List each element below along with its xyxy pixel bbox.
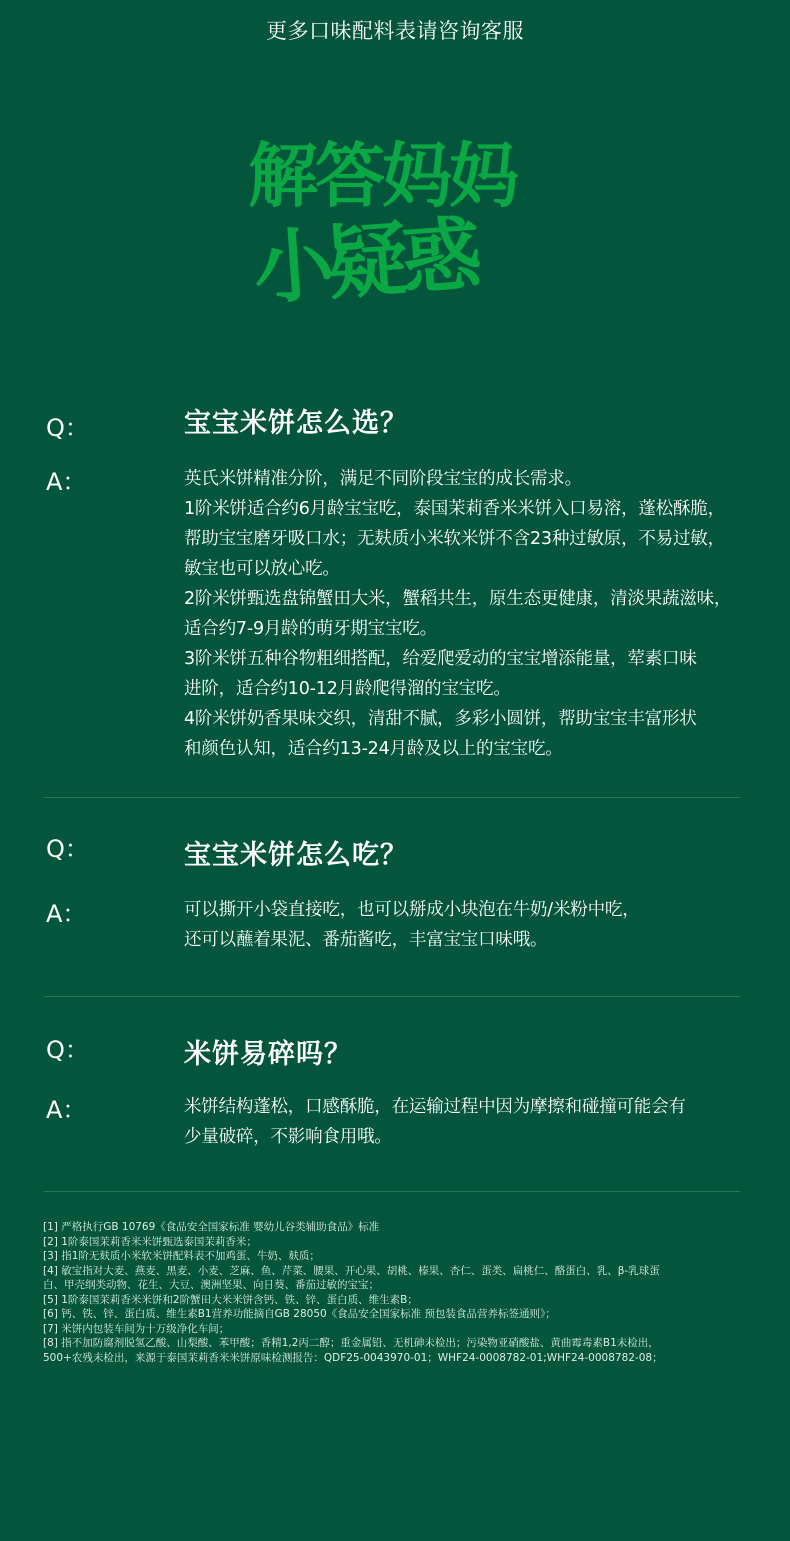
- question-label: Q：: [46, 414, 89, 442]
- section-divider: [44, 797, 740, 798]
- footnotes: [43, 1220, 743, 1365]
- answer-text: [184, 464, 774, 764]
- answer-line: 敏宝也可以放心吃。: [184, 559, 340, 579]
- footnote: 500+农残未检出，来源于泰国茉莉香米米饼原味检测报告：QDF25-0043970-01；WHF24-0008782-01;WHF24-0008782-08；: [43, 1351, 663, 1364]
- answer-line: 进阶，适合约10-12月龄爬得溜的宝宝吃。: [184, 679, 511, 699]
- question-text: 宝宝米饼怎么吃？: [184, 840, 408, 871]
- question-label: Q：: [46, 1036, 89, 1064]
- answer-line: 帮助宝宝磨牙吸口水；无麸质小米软米饼不含23种过敏原，不易过敏，: [184, 529, 725, 549]
- question-label: Q：: [46, 835, 89, 863]
- question-text: 米饼易碎吗？: [184, 1039, 352, 1070]
- answer-line: 适合约7-9月龄的萌牙期宝宝吃。: [184, 619, 437, 639]
- answer-line: 1阶米饼适合约6月龄宝宝吃，泰国茉莉香米米饼入口易溶，蓬松酥脆，: [184, 499, 725, 519]
- answer-line: 还可以蘸着果泥、番茄酱吃，丰富宝宝口味哦。: [184, 930, 548, 950]
- footnote: [5] 1阶泰国茉莉香米米饼和2阶蟹田大米米饼含钙、铁、锌、蛋白质、维生素B；: [43, 1293, 418, 1306]
- answer-line: 2阶米饼甄选盘锦蟹田大米，蟹稻共生，原生态更健康，清淡果蔬滋味，: [184, 589, 732, 609]
- answer-text: [184, 895, 774, 955]
- footnote: [3] 指1阶无麸质小米软米饼配料表不加鸡蛋、牛奶、麸质；: [43, 1250, 320, 1262]
- answer-line: 米饼结构蓬松，口感酥脆，在运输过程中因为摩擦和碰撞可能会有: [184, 1097, 686, 1117]
- answer-line: 3阶米饼五种谷物粗细搭配，给爱爬爱动的宝宝增添能量，荤素口味: [184, 649, 697, 669]
- section-divider: [44, 996, 740, 997]
- footnote: [6] 钙、铁、锌、蛋白质、维生素B1营养功能摘自GB 28050《食品安全国家标准 预包装食品营养标签通则》；: [43, 1308, 556, 1320]
- footnote: [1] 严格执行GB 10769《食品安全国家标准 婴幼儿谷类辅助食品》标准: [43, 1221, 380, 1233]
- answer-text: [184, 1092, 774, 1152]
- footnote: 白、甲壳纲类动物、花生、大豆、澳洲坚果、向日葵、番茄过敏的宝宝；: [43, 1279, 379, 1291]
- consult-note: 更多口味配料表请咨询客服: [266, 19, 524, 43]
- answer-line: 可以撕开小袋直接吃，也可以掰成小块泡在牛奶/米粉中吃，: [184, 900, 640, 920]
- hero-subtitle: 小疑惑: [250, 207, 479, 316]
- question-text: 宝宝米饼怎么选？: [184, 408, 408, 439]
- footnote: [8] 指不加防腐剂脱氢乙酸、山梨酸、苯甲酸；香精1,2丙二醇；重金属铅、无机砷未检出；污染物亚硝酸盐、黄曲霉毒素B1未检出，: [43, 1337, 659, 1349]
- answer-label: A：: [46, 468, 87, 496]
- footnote: [2] 1阶泰国茉莉香米米饼甄选泰国茉莉香米；: [43, 1235, 257, 1248]
- answer-label: A：: [46, 900, 87, 928]
- answer-line: 少量破碎，不影响食用哦。: [184, 1127, 392, 1147]
- answer-line: 4阶米饼奶香果味交织，清甜不腻，多彩小圆饼，帮助宝宝丰富形状: [184, 709, 697, 729]
- footnote: [4] 敏宝指对大麦、燕麦、黑麦、小麦、芝麻、鱼、芹菜、腰果、开心果、胡桃、榛果、杏仁、蛋类、扁桃仁、酪蛋白、乳、β-乳球蛋: [43, 1264, 660, 1277]
- hero-title: 解答妈妈: [248, 135, 516, 217]
- section-divider: [44, 1191, 740, 1192]
- answer-label: A：: [46, 1096, 87, 1124]
- answer-line: 英氏米饼精准分阶，满足不同阶段宝宝的成长需求。: [184, 469, 582, 489]
- answer-line: 和颜色认知，适合约13-24月龄及以上的宝宝吃。: [184, 739, 563, 759]
- footnote: [7] 米饼内包装车间为十万级净化车间；: [43, 1322, 230, 1335]
